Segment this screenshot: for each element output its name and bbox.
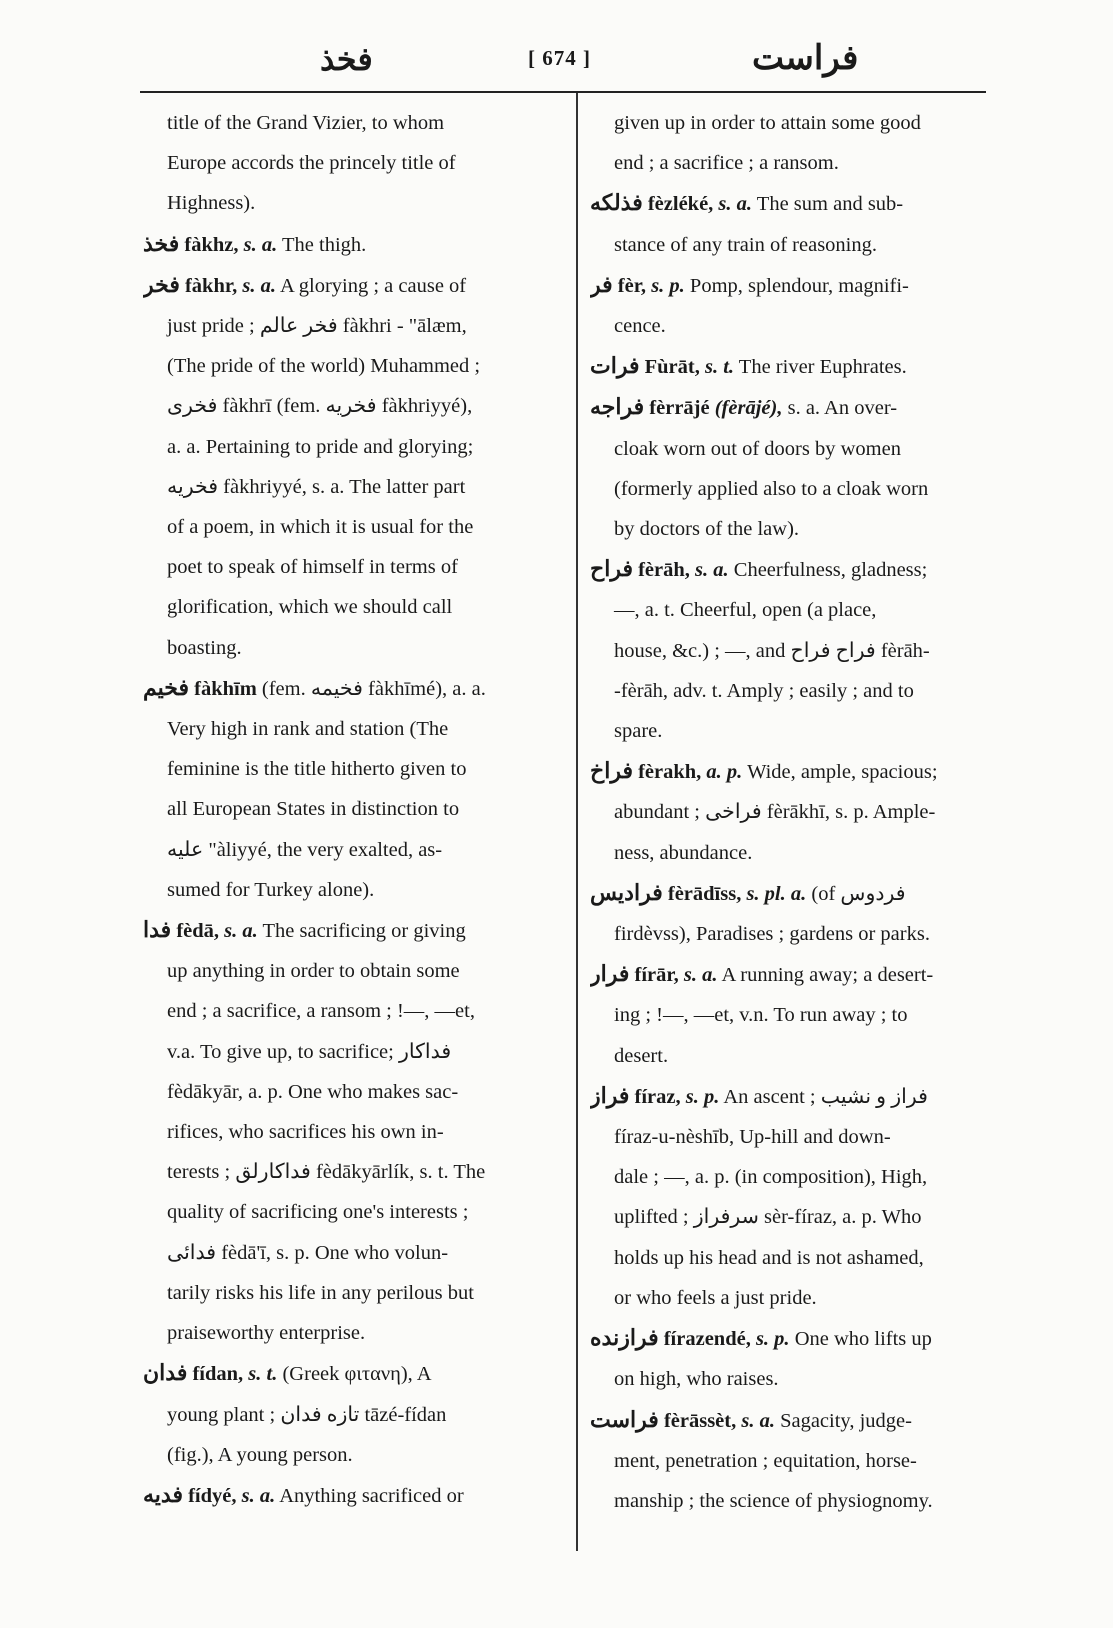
definition-text: One who lifts up bbox=[794, 1328, 932, 1351]
transliteration: fídyé, bbox=[188, 1484, 237, 1507]
transliteration: Fùrāt, bbox=[644, 356, 700, 379]
grammar-tag: a. p. bbox=[706, 761, 743, 784]
definition-line: desert. bbox=[614, 1044, 669, 1067]
transliteration: fèdā, bbox=[176, 920, 220, 943]
transliteration: fàkhīm bbox=[194, 677, 257, 700]
definition-text: The river Euphrates. bbox=[738, 356, 907, 379]
entry-headline bbox=[590, 549, 990, 590]
transliteration: fèrakh, bbox=[638, 761, 702, 784]
entry-headline bbox=[590, 1076, 990, 1117]
definition-line: ment, penetration ; equitation, horse- bbox=[614, 1449, 917, 1472]
transliteration: fèrāh, bbox=[638, 559, 690, 582]
entry-headline bbox=[143, 265, 569, 306]
arabic-headword: فدا bbox=[143, 917, 172, 943]
definition-line: all European States in distinction to bbox=[167, 798, 460, 821]
definition-line: abundant ; فراخی fèrākhī, s. p. Ample- bbox=[614, 801, 936, 824]
definition-line: up anything in order to obtain some bbox=[167, 960, 460, 983]
transliteration: fídan, bbox=[192, 1363, 244, 1386]
arabic-headword: فذلکه bbox=[590, 190, 643, 216]
dictionary-entry bbox=[143, 668, 569, 910]
definition-line: terests ; فداکارلق fèdākyārlík, s. t. The bbox=[167, 1161, 486, 1184]
definition-line: فخری fàkhrī (fem. فخریه fàkhriyyé), bbox=[167, 395, 473, 418]
grammar-tag: s. a. bbox=[243, 233, 278, 256]
grammar-tag: (fèrājé), bbox=[714, 397, 783, 420]
definition-line: a. a. Pertaining to pride and glorying; bbox=[167, 435, 474, 458]
arabic-headword: فر bbox=[590, 271, 613, 297]
definition-line: glorification, which we should call bbox=[167, 596, 453, 619]
definition-text: (fem. فخیمه fàkhīmé), a. a. bbox=[261, 677, 486, 700]
grammar-tag: s. p. bbox=[685, 1085, 720, 1108]
grammar-tag: s. p. bbox=[755, 1328, 790, 1351]
transliteration: fíraz, bbox=[634, 1085, 681, 1108]
grammar-tag: s. pl. a. bbox=[746, 882, 807, 905]
definition-text: s. a. An over- bbox=[787, 397, 898, 420]
definition-line: manship ; the science of physiognomy. bbox=[614, 1489, 933, 1512]
grammar-tag: s. a. bbox=[241, 1484, 276, 1507]
arabic-headword: فرار bbox=[590, 961, 630, 987]
dictionary-entry bbox=[143, 1475, 569, 1516]
entry-headline bbox=[143, 1475, 569, 1516]
entry-headline bbox=[143, 224, 569, 265]
definition-line: -fèrāh, adv. t. Amply ; easily ; and to bbox=[614, 679, 914, 702]
definition-line: ness, abundance. bbox=[614, 841, 753, 864]
transliteration: fèrāssèt, bbox=[663, 1409, 737, 1432]
dictionary-entry bbox=[143, 103, 569, 224]
grammar-tag: s. a. bbox=[224, 920, 258, 943]
definition-line: v.a. To give up, to sacrifice; فداکار bbox=[167, 1040, 452, 1063]
definition-line: on high, who raises. bbox=[614, 1368, 779, 1391]
page-header bbox=[0, 38, 1113, 84]
dictionary-entry bbox=[590, 346, 990, 387]
grammar-tag: s. a. bbox=[741, 1409, 775, 1432]
definition-line: holds up his head and is not ashamed, bbox=[614, 1246, 924, 1269]
dictionary-entry bbox=[590, 103, 990, 183]
definition-line: fíraz-u-nèshīb, Up-hill and down- bbox=[614, 1126, 891, 1149]
definition-line: rifices, who sacrifices his own in- bbox=[167, 1121, 444, 1144]
entry-headline bbox=[590, 1400, 990, 1441]
definition-line: by doctors of the law). bbox=[614, 518, 800, 541]
definition-line: sumed for Turkey alone). bbox=[167, 878, 375, 901]
definition-line: end ; a sacrifice, a ransom ; !—, —et, bbox=[167, 1000, 475, 1023]
definition-line: young plant ; تازه فدان tāzé-fídan bbox=[167, 1403, 447, 1426]
definition-line: cence. bbox=[614, 315, 666, 338]
definition-line: (formerly applied also to a cloak worn bbox=[614, 477, 929, 500]
entry-headline bbox=[590, 346, 990, 387]
dictionary-entry bbox=[590, 549, 990, 751]
entry-headline bbox=[143, 910, 569, 951]
definition-text: Sagacity, judge- bbox=[780, 1409, 912, 1432]
grammar-tag: s. t. bbox=[704, 356, 735, 379]
transliteration: fèrādīss, bbox=[667, 882, 742, 905]
page-number: [ 674 ] bbox=[528, 46, 591, 70]
entry-headline bbox=[590, 387, 990, 428]
definition-line: علیه "àliyyé, the very exalted, as- bbox=[167, 838, 443, 861]
continuation-line: Europe accords the princely title of bbox=[167, 152, 456, 175]
transliteration: fèr, bbox=[617, 274, 647, 297]
entry-headline bbox=[590, 873, 990, 914]
header-left-catchword: فخذ bbox=[320, 41, 373, 77]
continuation-line: end ; a sacrifice ; a ransom. bbox=[614, 152, 839, 175]
definition-text: The thigh. bbox=[282, 233, 367, 256]
entry-headline bbox=[590, 265, 990, 306]
entry-headline bbox=[143, 668, 569, 709]
dictionary-entry bbox=[590, 1318, 990, 1399]
arabic-headword: فدیه bbox=[143, 1481, 183, 1507]
dictionary-entry bbox=[590, 1076, 990, 1318]
definition-line: or who feels a just pride. bbox=[614, 1286, 817, 1309]
grammar-tag: s. a. bbox=[242, 274, 276, 297]
entry-headline bbox=[590, 183, 990, 224]
definition-line: ing ; !—, —et, v.n. To run away ; to bbox=[614, 1004, 908, 1027]
arabic-headword: فراست bbox=[590, 1406, 659, 1432]
arabic-headword: فخیم bbox=[143, 674, 189, 700]
transliteration: fàkhr, bbox=[184, 274, 238, 297]
grammar-tag: s. t. bbox=[248, 1363, 278, 1386]
dictionary-entry bbox=[590, 751, 990, 873]
definition-line: cloak worn out of doors by women bbox=[614, 437, 901, 460]
arabic-headword: فرات bbox=[590, 353, 640, 379]
definition-text: Pomp, splendour, magnifi- bbox=[689, 274, 909, 297]
dictionary-entry bbox=[143, 224, 569, 265]
arabic-headword: فراجه bbox=[590, 394, 645, 420]
definition-text: The sacrificing or giving bbox=[262, 920, 466, 943]
definition-text: Cheerfulness, gladness; bbox=[733, 559, 928, 582]
entry-headline bbox=[143, 1353, 569, 1394]
arabic-headword: فخذ bbox=[143, 230, 180, 256]
entry-headline bbox=[590, 954, 990, 995]
arabic-headword: فراز bbox=[590, 1082, 630, 1108]
definition-line: stance of any train of reasoning. bbox=[614, 233, 877, 256]
continuation-line: given up in order to attain some good bbox=[614, 112, 921, 134]
definition-line: (fig.), A young person. bbox=[167, 1443, 353, 1466]
definition-line: house, &c.) ; —, and فراح فراح fèrāh- bbox=[614, 639, 930, 662]
definition-text: An ascent ; فراز و نشیب bbox=[723, 1085, 928, 1108]
entry-headline bbox=[590, 1318, 990, 1359]
continuation-line: Highness). bbox=[167, 192, 256, 215]
dictionary-entry bbox=[143, 265, 569, 668]
definition-line: fèdākyār, a. p. One who makes sac- bbox=[167, 1080, 459, 1103]
grammar-tag: s. a. bbox=[718, 193, 753, 216]
definition-line: dale ; —, a. p. (in composition), High, bbox=[614, 1166, 928, 1189]
arabic-headword: فرازنده bbox=[590, 1325, 659, 1351]
definition-text: The sum and sub- bbox=[756, 193, 904, 216]
continuation-line: title of the Grand Vizier, to whom bbox=[167, 112, 445, 134]
arabic-headword: فراخ bbox=[590, 758, 633, 784]
definition-text: A glorying ; a cause of bbox=[279, 274, 467, 297]
arabic-headword: فراح bbox=[590, 556, 633, 582]
definition-line: spare. bbox=[614, 720, 663, 743]
transliteration: fàkhz, bbox=[184, 233, 239, 256]
dictionary-entry bbox=[590, 183, 990, 264]
arabic-headword: فرادیس bbox=[590, 879, 663, 905]
dictionary-entry bbox=[590, 954, 990, 1076]
grammar-tag: s. p. bbox=[651, 274, 685, 297]
right-column bbox=[590, 103, 990, 1521]
dictionary-entry bbox=[143, 1353, 569, 1475]
header-rule bbox=[140, 91, 986, 93]
definition-text: Anything sacrificed or bbox=[279, 1484, 464, 1507]
transliteration: fèrrājé bbox=[649, 397, 710, 420]
grammar-tag: s. a. bbox=[683, 964, 718, 987]
definition-line: praiseworthy enterprise. bbox=[167, 1322, 366, 1345]
left-column bbox=[143, 103, 569, 1516]
dictionary-entry bbox=[590, 873, 990, 954]
definition-line: —, a. t. Cheerful, open (a place, bbox=[614, 599, 877, 622]
arabic-headword: فخر bbox=[143, 271, 180, 297]
header-right-catchword: فراست bbox=[752, 40, 859, 77]
definition-line: just pride ; فخر عالم fàkhri - "ālæm, bbox=[167, 315, 467, 338]
dictionary-entry bbox=[590, 265, 990, 346]
definition-text: A running away; a desert- bbox=[721, 964, 934, 987]
dictionary-entry bbox=[590, 1400, 990, 1522]
column-divider bbox=[576, 93, 578, 1551]
definition-line: feminine is the title hitherto given to bbox=[167, 758, 467, 781]
definition-line: of a poem, in which it is usual for the bbox=[167, 516, 474, 539]
definition-line: (The pride of the world) Muhammed ; bbox=[167, 355, 481, 378]
arabic-headword: فدان bbox=[143, 1360, 188, 1386]
transliteration: fèzléké, bbox=[647, 193, 714, 216]
grammar-tag: s. a. bbox=[695, 559, 729, 582]
definition-line: boasting. bbox=[167, 636, 242, 659]
definition-line: poet to speak of himself in terms of bbox=[167, 556, 458, 579]
transliteration: fírazendé, bbox=[663, 1328, 751, 1351]
definition-text: (Greek φιτανη), A bbox=[282, 1363, 432, 1386]
definition-line: فخریه fàkhriyyé, s. a. The latter part bbox=[167, 475, 466, 498]
definition-line: firdèvss), Paradises ; gardens or parks. bbox=[614, 923, 930, 946]
dictionary-entry bbox=[143, 910, 569, 1353]
transliteration: fírār, bbox=[634, 964, 679, 987]
definition-line: فدائی fèdā'ī, s. p. One who volun- bbox=[167, 1241, 449, 1264]
definition-text: (of فردوس bbox=[811, 882, 906, 905]
entry-headline bbox=[590, 751, 990, 792]
definition-line: quality of sacrificing one's interests ; bbox=[167, 1201, 469, 1224]
definition-text: Wide, ample, spacious; bbox=[747, 761, 938, 784]
definition-line: uplifted ; سرفراز sèr-fíraz, a. p. Who bbox=[614, 1206, 922, 1229]
dictionary-entry bbox=[590, 387, 990, 549]
definition-line: Very high in rank and station (The bbox=[167, 718, 449, 741]
definition-line: tarily risks his life in any perilous but bbox=[167, 1281, 474, 1304]
